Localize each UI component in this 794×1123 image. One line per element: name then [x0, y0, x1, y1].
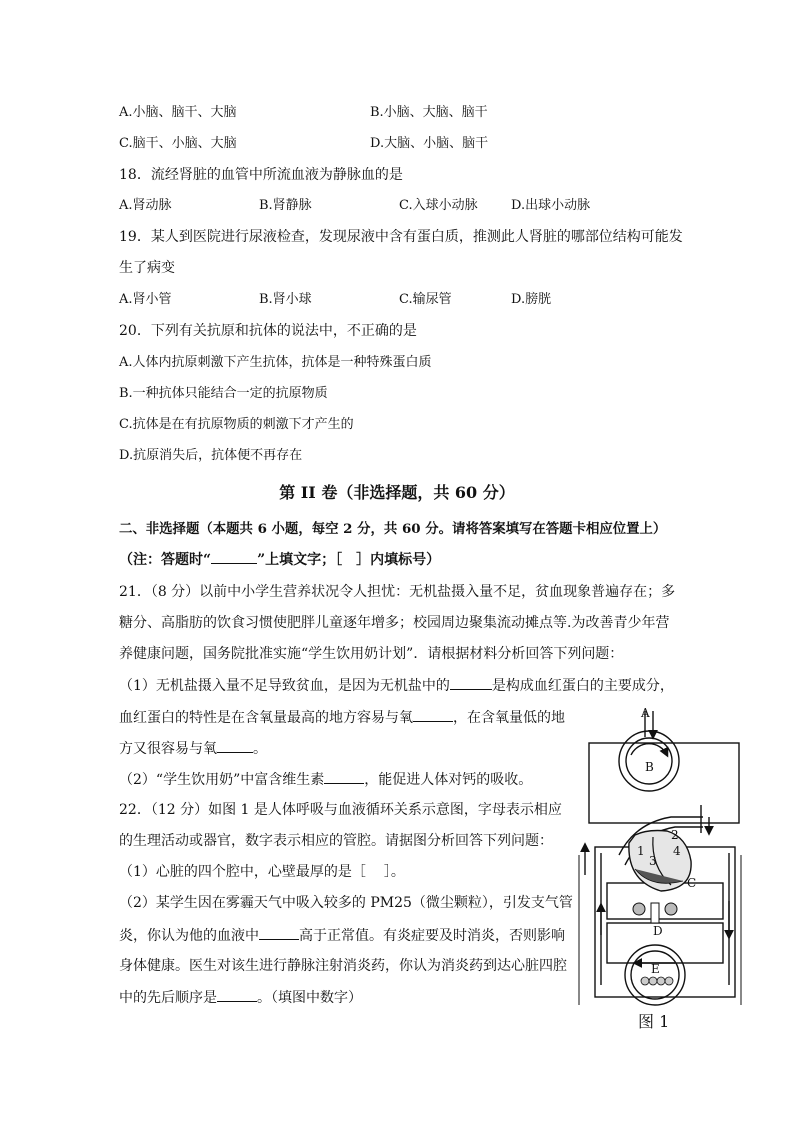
q19-stem-line2: 生了病变 [119, 260, 175, 276]
answer-blank[interactable] [413, 707, 453, 722]
q21-line2: 糖分、高脂肪的饮食习惯使肥胖儿童逐年增多；校园周边聚集流动摊点等.为改善青少年营 [119, 615, 670, 631]
q18-option-d: D.出球小动脉 [511, 198, 591, 213]
q22-sub2-text-2: 高于正常值。有炎症要及时消炎，否则影响 [299, 928, 565, 944]
q20-option-c: C.抗体是在有抗原物质的刺激下才产生的 [119, 417, 354, 432]
q19-option-b: B.肾小球 [259, 292, 312, 307]
q17-option-b: B.小脑、大脑、脑干 [370, 105, 488, 120]
q19-stem-line1: 19．某人到医院进行尿液检查，发现尿液中含有蛋白质，推测此人肾脏的哪部位结构可能发 [119, 229, 683, 245]
answer-blank[interactable] [324, 769, 364, 784]
answer-blank[interactable] [217, 987, 257, 1002]
q18-option-c: C.入球小动脉 [399, 198, 478, 213]
q21-sub1-line1 [119, 675, 674, 696]
q22-line2: 的生理活动或器官，数字表示相应的管腔。请据图分析回答下列问题： [119, 833, 553, 849]
q21-line1: 21．（8 分）以前中小学生营养状况令人担忧：无机盐摄入量不足，贫血现象普遍存在；多 [119, 584, 676, 600]
q21-sub1-text-6: 。 [253, 741, 267, 757]
label-1: 1 [637, 844, 645, 858]
label-3: 3 [649, 854, 657, 868]
answer-blank[interactable] [217, 738, 253, 753]
q21-line3: 养健康问题，国务院批准实施“学生饮用奶计划”．请根据材料分析回答下列问题： [119, 646, 624, 662]
q21-sub2 [119, 769, 532, 790]
q20-stem: 20．下列有关抗原和抗体的说法中，不正确的是 [119, 323, 417, 339]
part2-note-end: ”上填文字；［ ］内填标号） [257, 552, 441, 568]
answer-blank[interactable] [259, 925, 299, 940]
figure-caption: 图 1 [638, 1012, 670, 1031]
q22-sub2-line3: 身体健康。医生对该生进行静脉注射消炎药，你认为消炎药到达心脏四腔 [119, 958, 567, 974]
q17-option-c: C.脑干、小脑、大脑 [119, 136, 237, 151]
q21-sub1-text: （1）无机盐摄入量不足导致贫血，是因为无机盐中的 [119, 678, 450, 694]
circulation-diagram [575, 705, 750, 1035]
q18-stem: 18．流经肾脏的血管中所流血液为静脉血的是 [119, 167, 403, 183]
q22-sub1-text-2: ］。 [383, 864, 405, 880]
q22-sub2-line2 [119, 925, 565, 946]
q19-option-c: C.输尿管 [399, 292, 452, 307]
q22-sub2-line1: （2）某学生因在雾霾天气中吸入较多的 PM25（微尘颗粒），引发支气管 [119, 895, 573, 911]
blank-line [211, 549, 257, 564]
label-4: 4 [673, 844, 681, 858]
q19-option-a: A.肾小管 [119, 292, 172, 307]
label-d: D [653, 924, 663, 938]
q20-option-d: D.抗原消失后，抗体便不再存在 [119, 448, 303, 463]
q21-sub1-text-2: 是构成血红蛋白的主要成分， [491, 678, 674, 694]
q21-sub1-text-3: 血红蛋白的特性是在含氧量最高的地方容易与氧 [119, 710, 413, 726]
label-c: C [687, 876, 697, 890]
part2-note-start: （注：答题时“ [119, 552, 212, 568]
label-e: E [651, 962, 660, 976]
answer-blank[interactable] [450, 675, 492, 690]
q17-option-a: A.小脑、脑干、大脑 [119, 105, 237, 120]
part2-header: 二、非选择题（本题共 6 小题，每空 2 分，共 60 分。请将答案填写在答题卡相应位置上） [119, 521, 667, 537]
label-b: B [645, 760, 654, 774]
q18-option-b: B.肾静脉 [259, 198, 312, 213]
q22-sub2-text-3: 中的先后顺序是 [119, 990, 217, 1006]
q17-option-d: D.大脑、小脑、脑干 [370, 136, 489, 151]
q22-sub2-line4 [119, 987, 362, 1008]
q21-sub2-text: （2）“学生饮用奶”中富含维生素 [119, 772, 325, 788]
label-a: A [641, 706, 650, 720]
q20-option-b: B.一种抗体只能结合一定的抗原物质 [119, 386, 328, 401]
q21-sub1-line2 [119, 707, 565, 728]
q21-sub1-text-5: 方又很容易与氧 [119, 741, 217, 757]
q22-line1: 22．（12 分）如图 1 是人体呼吸与血液循环关系示意图，字母表示相应 [119, 802, 562, 818]
q21-sub1-text-4: ，在含氧量低的地 [453, 710, 565, 726]
q18-option-a: A.肾动脉 [119, 198, 172, 213]
q22-sub2-text-4: 。（填图中数字） [257, 990, 362, 1006]
q22-sub1 [119, 862, 405, 882]
part2-title: 第 II 卷（非选择题，共 60 分） [279, 483, 515, 502]
part2-note [119, 549, 440, 570]
q20-option-a: A.人体内抗原刺激下产生抗体，抗体是一种特殊蛋白质 [119, 355, 432, 370]
label-2: 2 [671, 828, 679, 842]
q21-sub1-line3 [119, 738, 267, 759]
q22-sub2-text: 炎，你认为他的血液中 [119, 928, 259, 944]
q22-sub1-text: （1）心脏的四个腔中，心壁最厚的是［ [119, 864, 366, 880]
q19-option-d: D.膀胱 [511, 292, 552, 307]
q21-sub2-text-2: ，能促进人体对钙的吸收。 [364, 772, 533, 788]
